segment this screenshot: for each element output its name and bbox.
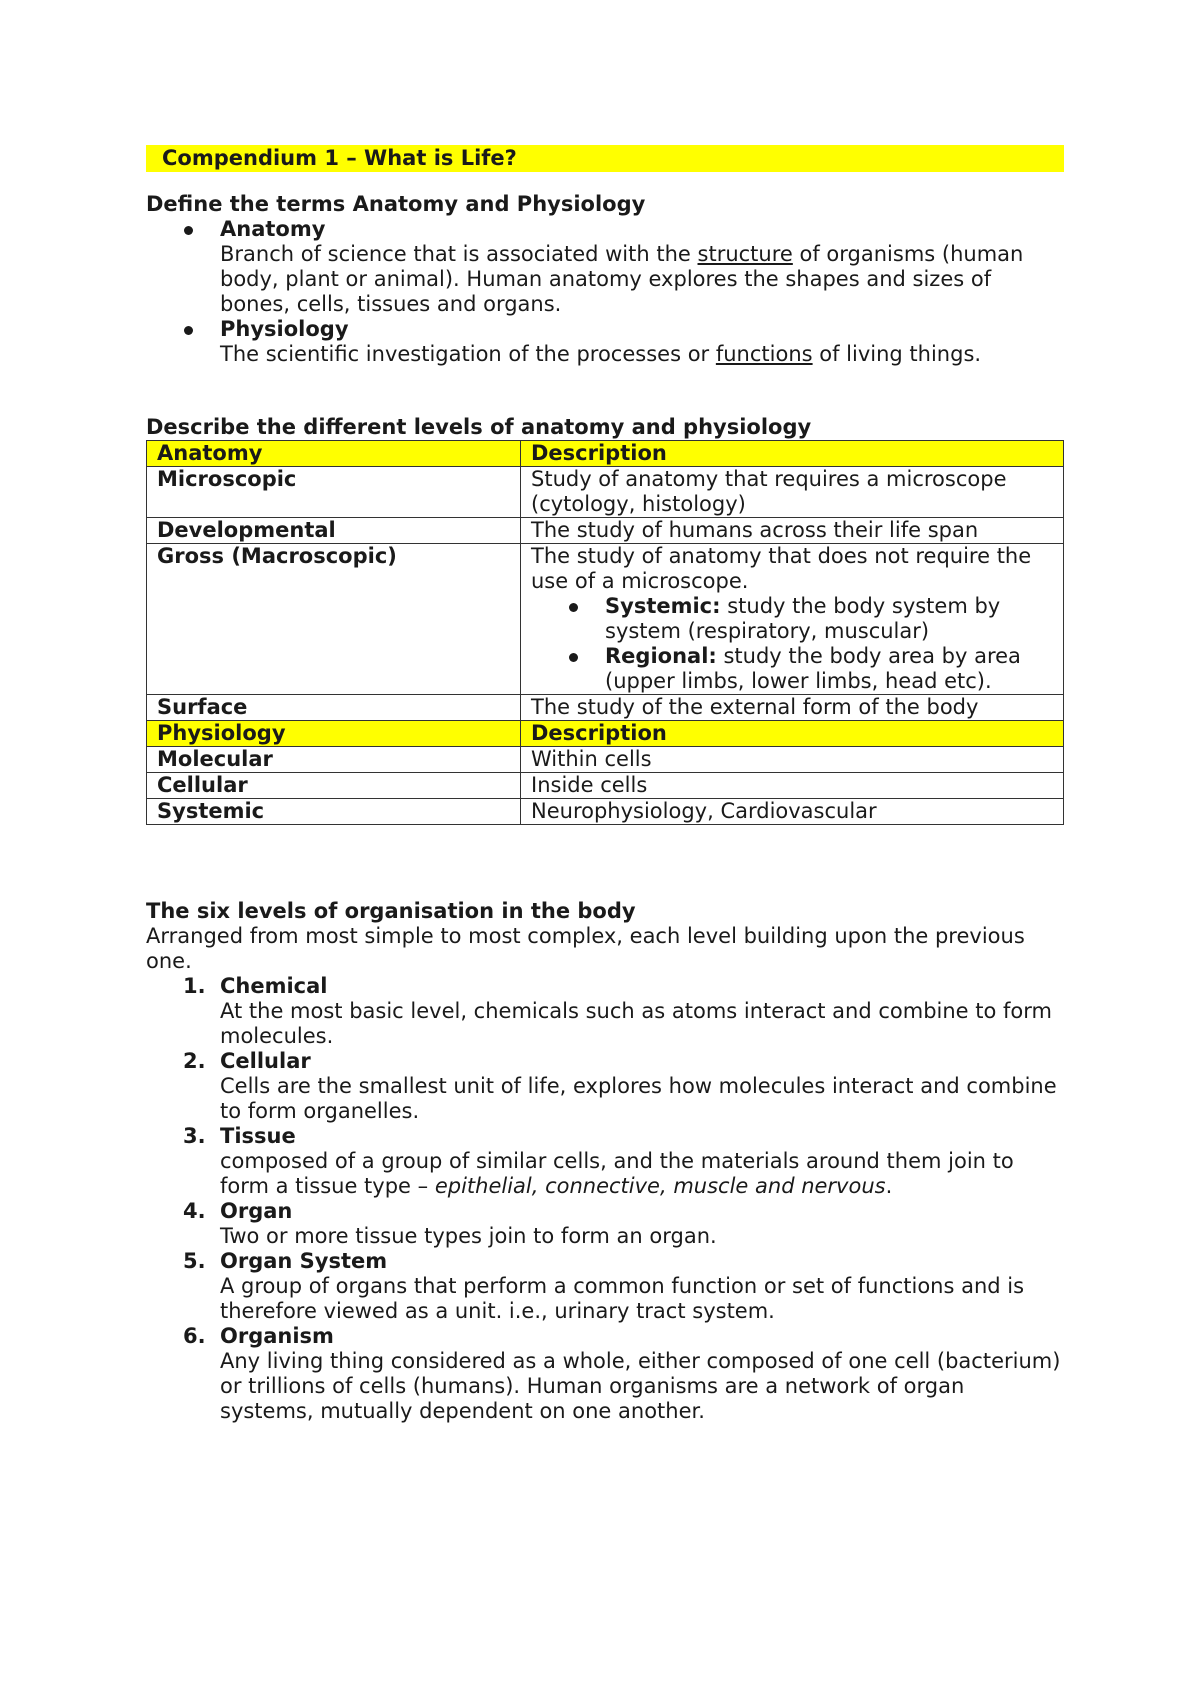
level-description: At the most basic level, chemicals such as atoms interact and combine to form molecules. bbox=[220, 999, 1052, 1048]
underlined-word: functions bbox=[715, 342, 813, 366]
list-number: 5. bbox=[183, 1249, 206, 1273]
table-cell bbox=[521, 544, 1064, 695]
table-header-cell: Description bbox=[521, 721, 1064, 747]
table-cell: Study of anatomy that requires a microscope (cytology, histology) bbox=[521, 467, 1064, 518]
level-description: Cells are the smallest unit of life, explores how molecules interact and combine to form organelles. bbox=[220, 1074, 1057, 1123]
underlined-word: structure bbox=[697, 242, 793, 266]
table-row bbox=[147, 518, 1064, 544]
definition-text: Branch of science that is associated with the structure of organisms (human body, plant or animal). Human anatomy explores the shapes and sizes of bones, cells, tissues and organs. bbox=[220, 242, 1024, 316]
table-cell: Developmental bbox=[147, 518, 521, 544]
gross-bullets bbox=[531, 594, 1055, 694]
definition-item-anatomy bbox=[220, 217, 1064, 317]
table-cell: Gross (Macroscopic) bbox=[147, 544, 521, 695]
list-item bbox=[183, 1324, 1064, 1424]
table-cell: Surface bbox=[147, 695, 521, 721]
table-cell: The study of the external form of the body bbox=[521, 695, 1064, 721]
table-row bbox=[147, 467, 1064, 518]
levels-heading: Describe the different levels of anatomy and physiology bbox=[146, 415, 812, 439]
table-row bbox=[147, 544, 1064, 695]
six-levels-intro: Arranged from most simple to most complex, each level building upon the previous one. bbox=[146, 924, 1025, 973]
list-item: Systemic: study the body system by system (respiratory, muscular) bbox=[605, 594, 1055, 644]
level-description: Two or more tissue types join to form an organ. bbox=[220, 1224, 717, 1248]
six-levels-heading: The six levels of organisation in the body bbox=[146, 899, 636, 923]
document-title: Compendium 1 – What is Life? bbox=[146, 145, 1064, 172]
list-item bbox=[183, 1049, 1064, 1124]
table-cell: Cellular bbox=[147, 773, 521, 799]
level-description: composed of a group of similar cells, and the materials around them join to form a tissue type – epithelial, connective, muscle and nervous. bbox=[220, 1149, 1014, 1198]
definition-term: Anatomy bbox=[220, 217, 326, 241]
list-item: Regional: study the body area by area (upper limbs, lower limbs, head etc). bbox=[605, 644, 1055, 694]
level-name: Organ System bbox=[220, 1249, 388, 1273]
list-item bbox=[183, 974, 1064, 1049]
definitions-list bbox=[146, 217, 1064, 367]
table-header-cell: Description bbox=[521, 441, 1064, 467]
table-cell: Within cells bbox=[521, 747, 1064, 773]
list-number: 3. bbox=[183, 1124, 206, 1148]
list-item bbox=[183, 1124, 1064, 1199]
table-header-row bbox=[147, 441, 1064, 467]
table-cell: Molecular bbox=[147, 747, 521, 773]
gross-description: The study of anatomy that does not require the use of a microscope. bbox=[531, 544, 1032, 593]
list-number: 1. bbox=[183, 974, 206, 998]
level-name: Chemical bbox=[220, 974, 328, 998]
levels-table bbox=[146, 440, 1064, 825]
list-number: 4. bbox=[183, 1199, 206, 1223]
table-row bbox=[147, 695, 1064, 721]
list-item bbox=[183, 1199, 1064, 1249]
document-page bbox=[146, 145, 1064, 1424]
table-header-cell: Anatomy bbox=[147, 441, 521, 467]
table-header-cell: Physiology bbox=[147, 721, 521, 747]
table-cell: Inside cells bbox=[521, 773, 1064, 799]
list-number: 2. bbox=[183, 1049, 206, 1073]
six-levels-list bbox=[146, 974, 1064, 1424]
level-name: Cellular bbox=[220, 1049, 311, 1073]
level-name: Organism bbox=[220, 1324, 334, 1348]
definition-term: Physiology bbox=[220, 317, 349, 341]
definition-text: The scientific investigation of the processes or functions of living things. bbox=[220, 342, 982, 366]
table-header-row bbox=[147, 721, 1064, 747]
table-row bbox=[147, 773, 1064, 799]
definition-item-physiology bbox=[220, 317, 1064, 367]
italic-text: epithelial, connective, muscle and nervous bbox=[434, 1174, 886, 1198]
level-description: A group of organs that perform a common function or set of functions and is therefore viewed as a unit. i.e., urinary tract system. bbox=[220, 1274, 1025, 1323]
level-name: Organ bbox=[220, 1199, 293, 1223]
table-row bbox=[147, 799, 1064, 825]
list-item bbox=[183, 1249, 1064, 1324]
table-cell: Microscopic bbox=[147, 467, 521, 518]
table-row bbox=[147, 747, 1064, 773]
table-cell: Systemic bbox=[147, 799, 521, 825]
level-description: Any living thing considered as a whole, either composed of one cell (bacterium) or trillions of cells (humans). Human organisms are a network of organ systems, mutually dependent on one another. bbox=[220, 1349, 1061, 1423]
table-cell: The study of humans across their life span bbox=[521, 518, 1064, 544]
list-number: 6. bbox=[183, 1324, 206, 1348]
level-name: Tissue bbox=[220, 1124, 296, 1148]
table-cell: Neurophysiology, Cardiovascular bbox=[521, 799, 1064, 825]
define-heading: Define the terms Anatomy and Physiology bbox=[146, 192, 646, 216]
